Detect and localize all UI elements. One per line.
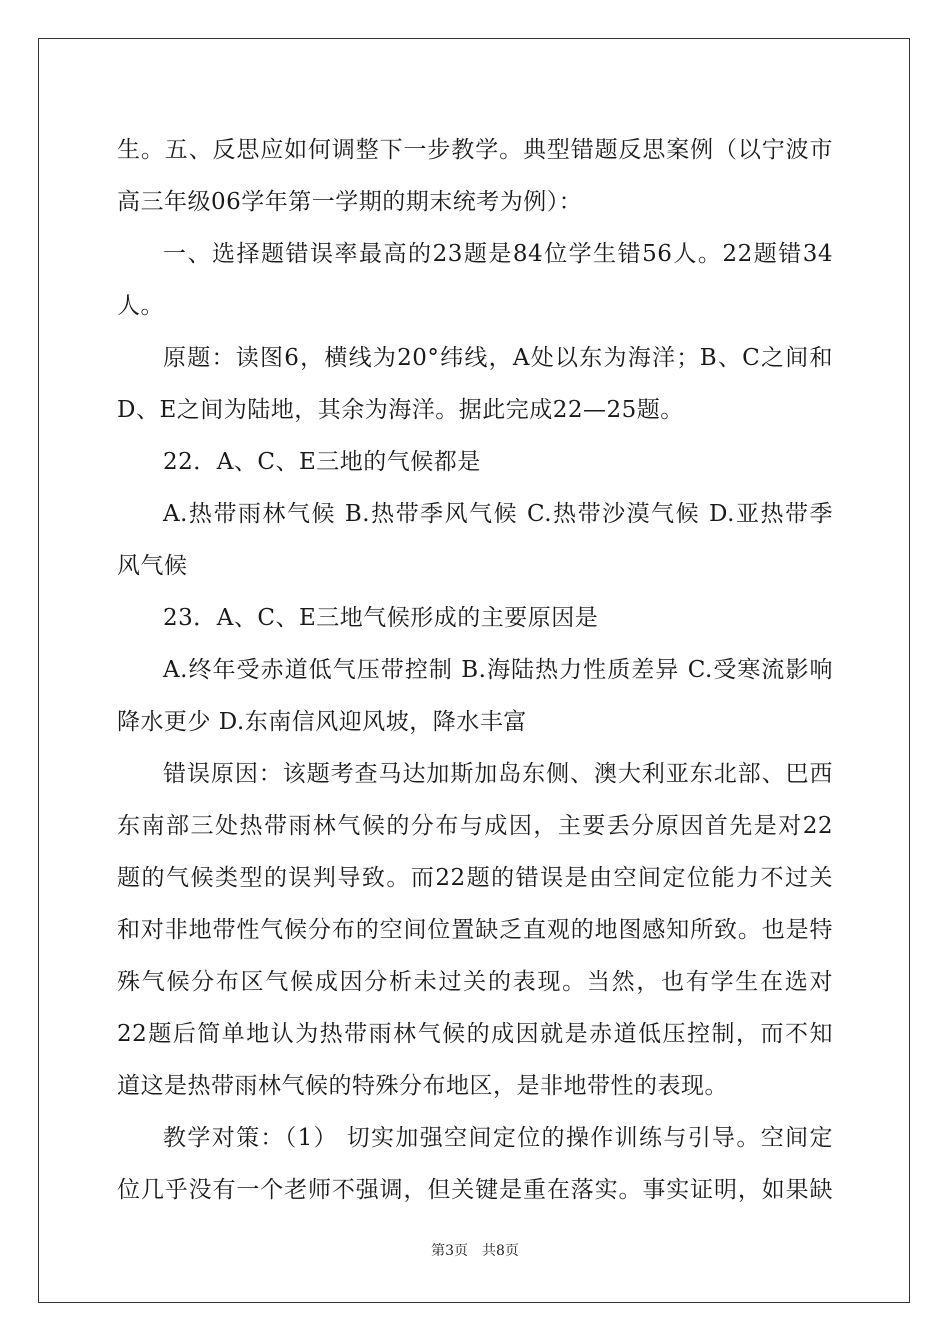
text-line: 殊气候分布区气候成因分析未过关的表现。当然，也有学生在选对: [117, 969, 833, 995]
text-line: 23．A、C、E三地气候形成的主要原因是: [163, 605, 599, 631]
text-line: 原题：读图6，横线为20°纬线，A处以东为海洋；B、C之间和: [163, 345, 833, 371]
text-line: 一、选择题错误率最高的23题是84位学生错56人。22题错34: [163, 241, 833, 267]
text-line: 人。: [117, 293, 164, 319]
text-line: D、E之间为陆地，其余为海洋。据此完成22—25题。: [117, 397, 684, 423]
text-line: A.热带雨林气候 B.热带季风气候 C.热带沙漠气候 D.亚热带季: [163, 501, 833, 527]
text-line: 22题后简单地认为热带雨林气候的成因就是赤道低压控制，而不知: [117, 1021, 833, 1047]
text-line: 题的气候类型的误判导致。而22题的错误是由空间定位能力不过关: [117, 865, 833, 891]
text-line: 道这是热带雨林气候的特殊分布地区，是非地带性的表现。: [117, 1073, 728, 1099]
document-body: [117, 124, 833, 1216]
page-number-label: 第3页 共8页: [431, 1243, 519, 1259]
text-line: 生。五、反思应如何调整下一步教学。典型错题反思案例（以宁波市: [117, 137, 833, 163]
page-footer: [0, 1242, 950, 1260]
text-line: 高三年级06学年第一学期的期末统考为例）：: [117, 189, 583, 215]
text-line: 东南部三处热带雨林气候的分布与成因，主要丢分原因首先是对22: [117, 813, 833, 839]
text-line: 降水更少 D.东南信风迎风坡，降水丰富: [117, 709, 527, 735]
text-line: 位几乎没有一个老师不强调，但关键是重在落实。事实证明，如果缺: [117, 1177, 833, 1203]
text-line: 22．A、C、E三地的气候都是: [163, 449, 481, 475]
text-line: 风气候: [117, 553, 188, 579]
text-line: 和对非地带性气候分布的空间位置缺乏直观的地图感知所致。也是特: [117, 917, 833, 943]
text-line: 错误原因：该题考查马达加斯加岛东侧、澳大利亚东北部、巴西: [163, 761, 833, 787]
text-line: A.终年受赤道低气压带控制 B.海陆热力性质差异 C.受寒流影响: [163, 657, 833, 683]
text-line: 教学对策：（1） 切实加强空间定位的操作训练与引导。空间定: [163, 1125, 833, 1151]
